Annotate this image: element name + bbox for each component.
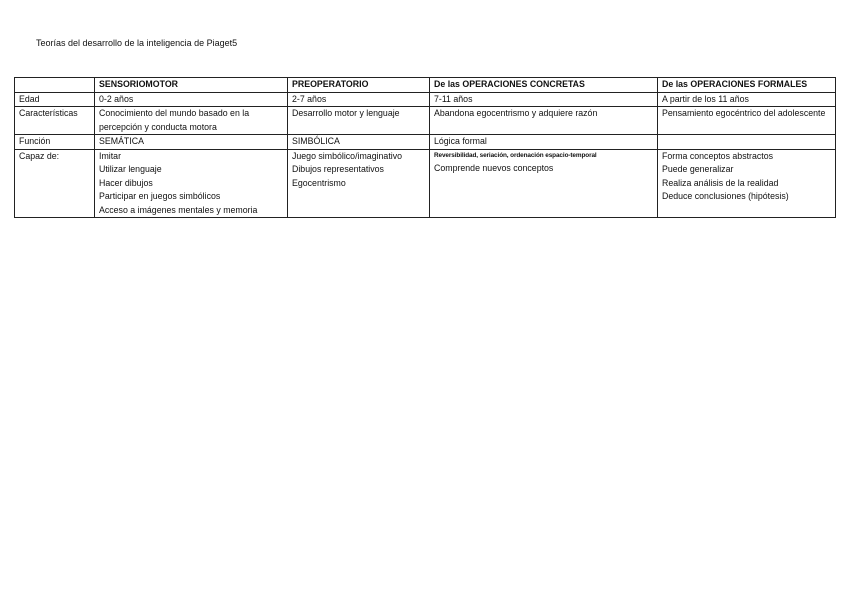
header-sensoriomotor: SENSORIOMOTOR <box>95 78 288 93</box>
header-operaciones-formales: De las OPERACIONES FORMALES <box>658 78 836 93</box>
cell-edad-concretas: 7-11 años <box>430 92 658 107</box>
cell-capaz-formales <box>658 149 836 218</box>
list-item: Egocentrismo <box>292 177 346 188</box>
table-row-caracteristicas <box>15 107 836 135</box>
list-item: Deduce conclusiones (hipótesis) <box>662 191 789 201</box>
cell-caracteristicas-concretas: Abandona egocentrismo y adquiere razón <box>430 107 658 135</box>
row-label-edad: Edad <box>15 92 95 107</box>
list-item: Juego simbólico/imaginativo <box>292 150 403 161</box>
cell-caracteristicas-formales: Pensamiento egocéntrico del adolescente <box>658 107 836 135</box>
list-item: Utilizar lenguaje <box>99 164 162 174</box>
table-row-capaz-de <box>15 149 836 218</box>
cell-capaz-concretas <box>430 149 658 218</box>
table-header-row <box>15 78 836 93</box>
list-item: Forma conceptos abstractos <box>662 150 773 161</box>
row-label-caracteristicas: Características <box>15 107 95 135</box>
cell-funcion-preoperatorio: SIMBÓLICA <box>288 135 430 150</box>
list-item: Dibujos representativos <box>292 164 384 174</box>
list-item: Reversibilidad, seriación, ordenación espacio-temporal <box>434 151 597 159</box>
table-row-funcion <box>15 135 836 150</box>
list-item: Hacer dibujos <box>99 177 153 188</box>
header-preoperatorio: PREOPERATORIO <box>288 78 430 93</box>
list-item: Comprende nuevos conceptos <box>434 162 554 173</box>
list-item: Participar en juegos simbólicos <box>99 191 221 201</box>
header-operaciones-concretas: De las OPERACIONES CONCRETAS <box>430 78 658 93</box>
header-empty-cell <box>15 78 95 93</box>
cell-capaz-preoperatorio <box>288 149 430 218</box>
row-label-funcion: Función <box>15 135 95 150</box>
list-item: Realiza análisis de la realidad <box>662 177 779 188</box>
page-title: Teorías del desarrollo de la inteligencia de Piaget5 <box>36 38 238 48</box>
cell-funcion-sensoriomotor: SEMÁTICA <box>95 135 288 150</box>
cell-caracteristicas-sensoriomotor: Conocimiento del mundo basado en la percepción y conducta motora <box>95 107 288 135</box>
row-label-capaz-de: Capaz de: <box>15 149 95 218</box>
list-item: Imitar <box>99 150 121 161</box>
cell-caracteristicas-preoperatorio: Desarrollo motor y lenguaje <box>288 107 430 135</box>
list-item: Acceso a imágenes mentales y memoria <box>99 204 258 215</box>
piaget-stages-table <box>14 77 836 218</box>
cell-funcion-concretas: Lógica formal <box>430 135 658 150</box>
cell-edad-preoperatorio: 2-7 años <box>288 92 430 107</box>
cell-edad-sensoriomotor: 0-2 años <box>95 92 288 107</box>
cell-edad-formales: A partir de los 11 años <box>658 92 836 107</box>
list-item: Puede generalizar <box>662 164 734 174</box>
cell-funcion-formales <box>658 135 836 150</box>
cell-capaz-sensoriomotor <box>95 149 288 218</box>
table-row-edad <box>15 92 836 107</box>
